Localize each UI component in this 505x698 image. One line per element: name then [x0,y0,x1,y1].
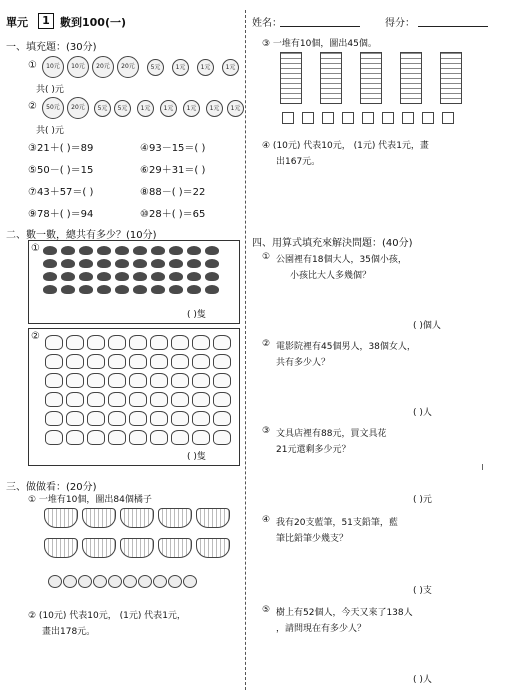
animal-icon [61,272,75,281]
animal-icon [213,354,231,369]
animal-icon [205,259,219,268]
s2-q2-answer[interactable]: ( )隻 [187,452,206,462]
animal-icon [115,259,129,268]
animal-icon [45,430,63,445]
animal-icon [213,411,231,426]
section1-title: 一、填充題：(30分) [6,42,97,53]
unit-cube-icon [362,112,374,124]
s1-q2-coins [42,97,242,119]
animal-icon [171,335,189,350]
s1-q2-answer[interactable]: 共( )元 [36,126,64,136]
orange-icon [48,575,62,588]
animal-icon [129,411,147,426]
equation[interactable]: ⑥29＋31＝( ) [140,165,206,176]
animal-icon [151,246,165,255]
basket-icon [158,538,192,558]
section3-title: 三、做做看：(20分) [6,482,97,493]
animal-icon [108,392,126,407]
animal-icon [192,373,210,388]
coin-icon: 20元 [67,97,89,119]
unit-cube-icon [442,112,454,124]
animal-icon [66,430,84,445]
animal-icon [171,373,189,388]
animal-icon [45,335,63,350]
coin-icon: 1元 [183,100,200,117]
unit-cube-icon [322,112,334,124]
animal-icon [87,430,105,445]
animal-icon [43,285,57,294]
animal-icon [192,392,210,407]
animal-icon [97,272,111,281]
s4-q2-line2: 共有多少人？ [276,358,331,368]
animal-icon [115,272,129,281]
animal-icon [61,259,75,268]
animal-icon [187,272,201,281]
s4-q1-answer[interactable]: ( )個人 [413,321,441,331]
unit-cube-icon [282,112,294,124]
animal-icon [115,246,129,255]
animal-icon [171,430,189,445]
r-q4-text: ④ (10元) 代表10元， (1元) 代表1元，畫 [262,141,429,151]
s4-q4-line2: 筆比鉛筆少幾支？ [276,534,349,544]
animal-icon [97,285,111,294]
count-box-2 [28,328,240,466]
animal-icon [61,246,75,255]
s1-q1-answer[interactable]: 共( )元 [36,85,64,95]
s3-q1-text: ① 一堆有10個，圖出84個橘子 [28,495,152,505]
unit-cube-icon [402,112,414,124]
s3-q2-text: ② (10元) 代表10元， (1元) 代表1元， [28,611,186,621]
ten-block-icon [280,52,302,104]
unit-number: 1 [38,13,54,29]
animal-icon [192,430,210,445]
s4-q5-answer[interactable]: ( )人 [413,675,432,685]
basket-icon [196,538,230,558]
basket-icon [196,508,230,528]
s4-q5-line1: 樹上有52個人，今天又來了138人 [276,608,413,618]
name-field[interactable] [280,26,360,27]
coin-icon: 1元 [197,59,214,76]
unit-cube-icon [342,112,354,124]
s4-q1-line2: 小孩比大人多幾個？ [290,271,372,281]
equation[interactable]: ⑦43＋57＝( ) [28,187,94,198]
animal-icon [66,354,84,369]
s4-q2-answer[interactable]: ( )人 [413,408,432,418]
s3-q2-text2: 畫出178元。 [42,627,96,637]
animal-icon [43,259,57,268]
animal-icon [187,259,201,268]
unit-title: 數到100(一) [60,16,127,29]
animal-icon [169,272,183,281]
animal-icon [192,411,210,426]
s4-q5-line2: ，請問現在有多少人？ [276,624,367,634]
coin-icon: 5元 [94,100,111,117]
animal-icon [150,354,168,369]
animal-icon [66,411,84,426]
animal-icon [133,259,147,268]
coin-icon: 1元 [206,100,223,117]
s4-q5-num: ⑤ [262,605,271,615]
animal-icon [187,246,201,255]
animal-icon [43,246,57,255]
unit-label: 單元 [6,16,28,29]
animal-icon [150,373,168,388]
animal-icon [87,392,105,407]
animal-icon [66,373,84,388]
coin-icon: 50元 [42,97,64,119]
coin-icon: 5元 [147,59,164,76]
animal-icon [45,411,63,426]
name-label: 姓名： [252,18,282,29]
animal-icon [79,285,93,294]
animal-icon [205,272,219,281]
coin-icon: 10元 [42,56,64,78]
s4-q3-line1: 文具店裡有88元，買文具花 [276,429,387,439]
animal-icon [66,335,84,350]
equation[interactable]: ⑩28＋( )＝65 [140,209,206,220]
equation[interactable]: ⑧88－( )＝22 [140,187,206,198]
coin-icon: 20元 [92,56,114,78]
coin-icon: 1元 [172,59,189,76]
orange-icon [123,575,137,588]
s4-q3-answer[interactable]: ( )元 [413,495,432,505]
orange-icon [93,575,107,588]
animal-icon [169,285,183,294]
s1-q2-num: ② [28,101,37,112]
animal-icon [129,430,147,445]
score-field[interactable] [418,26,488,27]
animal-icon [150,392,168,407]
s4-q4-num: ④ [262,515,271,525]
orange-icon [63,575,77,588]
basket-icon [82,538,116,558]
animal-icon [133,272,147,281]
animal-icon [97,246,111,255]
animal-icon [79,246,93,255]
animal-icon [79,272,93,281]
basket-icon [82,508,116,528]
s1-q1-coins [42,56,242,78]
s2-q1-answer[interactable]: ( )隻 [187,310,206,320]
ten-block-icon [440,52,462,104]
r-q3-text: ③ 一堆有10個，圖出45個。 [262,39,377,49]
animal-icon [66,392,84,407]
animal-icon [213,373,231,388]
orange-icon [78,575,92,588]
s4-q3-line2: 21元還剩多少元？ [276,445,351,455]
animal-icon [97,259,111,268]
animal-icon [108,354,126,369]
animal-icon [192,354,210,369]
animal-icon [129,373,147,388]
animal-icon [129,392,147,407]
s4-q4-line1: 我有20支藍筆，51支鉛筆，藍 [276,518,398,528]
animal-icon [79,259,93,268]
coin-icon: 1元 [222,59,239,76]
animal-icon [171,354,189,369]
s4-q1-num: ① [262,252,271,262]
basket-icon [120,508,154,528]
animal-icon [129,335,147,350]
animal-icon [169,259,183,268]
s4-q1-line1: 公園裡有18個大人，35個小孩， [276,255,407,265]
animal-icon [171,392,189,407]
coin-icon: 1元 [137,100,154,117]
equation[interactable]: ③21＋( )＝89 [28,143,94,154]
animal-icon [169,246,183,255]
animal-icon [150,411,168,426]
animal-icon [151,259,165,268]
coin-icon: 1元 [160,100,177,117]
animal-icon [150,430,168,445]
animal-icon [213,335,231,350]
section4-title: 四、用算式填充來解決問題：(40分) [252,238,413,249]
s4-q2-num: ② [262,339,271,349]
s1-q1-num: ① [28,60,37,71]
animal-icon [205,285,219,294]
basket-icon [158,508,192,528]
unit-cube-icon [302,112,314,124]
animal-icon [45,373,63,388]
animal-icon [133,246,147,255]
s4-q3-num: ③ [262,426,271,436]
animal-icon [213,430,231,445]
basket-icon [120,538,154,558]
animal-icon [45,392,63,407]
animal-icon [171,411,189,426]
animal-icon [151,272,165,281]
column-divider [245,10,246,690]
basket-icon [44,508,78,528]
equation[interactable]: ⑤50－( )＝15 [28,165,94,176]
r-q4-text2: 出167元。 [276,157,321,167]
s2-q1-num: ① [31,243,40,254]
count-box-1 [28,240,240,324]
animal-icon [187,285,201,294]
animal-icon [108,411,126,426]
s2-q2-num: ② [31,331,40,342]
coin-icon: 1元 [227,100,244,117]
animal-icon [87,373,105,388]
animal-icon [87,354,105,369]
animal-icon [108,430,126,445]
animal-icon [150,335,168,350]
orange-icon [183,575,197,588]
unit-cube-icon [422,112,434,124]
animal-icon [151,285,165,294]
ten-block-icon [360,52,382,104]
coin-icon: 5元 [114,100,131,117]
orange-icon [108,575,122,588]
section2-title: 二、數一數，總共有多少？(10分) [6,230,157,241]
animal-icon [61,285,75,294]
animal-icon [205,246,219,255]
coin-icon: 10元 [67,56,89,78]
unit-cube-icon [382,112,394,124]
animal-icon [108,373,126,388]
orange-icon [153,575,167,588]
orange-icon [138,575,152,588]
score-label: 得分： [385,18,415,29]
block-stacks [280,48,480,128]
animal-icon [129,354,147,369]
animal-icon [115,285,129,294]
animal-icon [45,354,63,369]
orange-icon [168,575,182,588]
animal-icon [108,335,126,350]
equation[interactable]: ④93－15＝( ) [140,143,206,154]
equation[interactable]: ⑨78＋( )＝94 [28,209,94,220]
ten-block-icon [400,52,422,104]
animal-icon [133,285,147,294]
animal-icon [213,392,231,407]
animal-icon [43,272,57,281]
animal-icon [87,411,105,426]
margin-mark [482,464,483,470]
animal-icon [87,335,105,350]
animal-icon [192,335,210,350]
s4-q2-line1: 電影院裡有45個男人，38個女人， [276,342,416,352]
s4-q4-answer[interactable]: ( )支 [413,586,432,596]
coin-icon: 20元 [117,56,139,78]
basket-icon [44,538,78,558]
ten-block-icon [320,52,342,104]
